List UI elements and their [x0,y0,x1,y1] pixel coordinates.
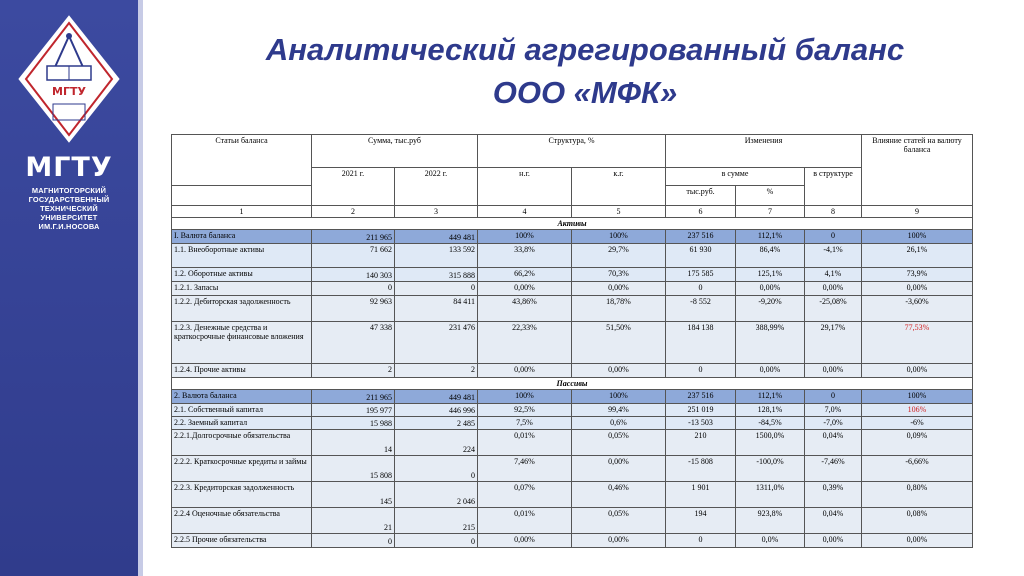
page-title [175,28,995,114]
value-2021: 0 [312,282,395,296]
value-2022: 2 [395,364,478,378]
table-row [172,482,973,508]
table-row [172,322,973,364]
header-thousand-rub: тыс.руб. [666,186,736,206]
value-2022: 84 411 [395,296,478,322]
change-pct: 0,0% [736,534,805,548]
share-ng: 100% [478,390,572,404]
value-2021: 195 977 [312,404,395,417]
header-structure: Структура, % [478,135,666,168]
table-row [172,417,973,430]
share-kg: 100% [572,390,666,404]
header-num: 7 [736,206,805,218]
value-2021: 2 [312,364,395,378]
share-ng: 0,00% [478,364,572,378]
change-pct: -9,20% [736,296,805,322]
header-num: 9 [862,206,973,218]
table-row [172,430,973,456]
title-line-2: ООО «МФК» [492,75,678,110]
header-row-1 [172,135,973,168]
header-num: 3 [395,206,478,218]
share-kg: 99,4% [572,404,666,417]
change-pct: -100,0% [736,456,805,482]
balance-table [171,134,973,548]
change-structure: 0,39% [805,482,862,508]
change-sum: -8 552 [666,296,736,322]
share-ng: 92,5% [478,404,572,417]
share-ng: 66,2% [478,268,572,282]
change-structure: -4,1% [805,244,862,268]
item-name: 1.2. Оборотные активы [172,268,312,282]
share-ng: 0,00% [478,282,572,296]
brand-sub-line: МАГНИТОГОРСКИЙ [31,186,107,195]
change-sum: 237 516 [666,390,736,404]
value-2022: 2 485 [395,417,478,430]
item-name: 2.2.4 Оценочные обязательства [172,508,312,534]
table-row [172,390,973,404]
header-num: 1 [172,206,312,218]
share-kg: 0,00% [572,534,666,548]
change-structure: 0,00% [805,282,862,296]
value-2021: 71 662 [312,244,395,268]
influence: 100% [862,230,973,244]
share-kg: 0,00% [572,282,666,296]
change-sum: 237 516 [666,230,736,244]
header-num: 5 [572,206,666,218]
influence: 73,9% [862,268,973,282]
university-logo-icon [17,14,121,144]
change-pct: 1311,0% [736,482,805,508]
brand-sub-line: УНИВЕРСИТЕТ [40,213,98,222]
item-name: 2. Валюта баланса [172,390,312,404]
influence: 0,09% [862,430,973,456]
change-sum: 175 585 [666,268,736,282]
change-pct: 86,4% [736,244,805,268]
share-kg: 0,00% [572,456,666,482]
table-row [172,268,973,282]
item-name: 2.2.2. Краткосрочные кредиты и займы [172,456,312,482]
table-row [172,296,973,322]
change-sum: 0 [666,364,736,378]
value-2021: 211 965 [312,390,395,404]
change-sum: -15 808 [666,456,736,482]
value-2021: 14 [312,430,395,456]
share-ng: 22,33% [478,322,572,364]
share-ng: 33,8% [478,244,572,268]
change-structure: 29,17% [805,322,862,364]
item-name: 2.2.3. Кредиторская задолженность [172,482,312,508]
header-influence: Влияние статей на валюту баланса [862,135,973,206]
influence: 0,80% [862,482,973,508]
brand-sub-line: ИМ.Г.И.НОСОВА [38,222,100,231]
change-pct: 923,8% [736,508,805,534]
value-2022: 133 592 [395,244,478,268]
share-ng: 0,00% [478,534,572,548]
change-sum: 194 [666,508,736,534]
change-sum: 0 [666,282,736,296]
change-structure: 0,00% [805,534,862,548]
table-row [172,282,973,296]
change-structure: 0,00% [805,364,862,378]
change-structure: 0 [805,230,862,244]
title-line-1: Аналитический агрегированный баланс [265,32,905,67]
change-pct: 0,00% [736,364,805,378]
value-2022: 449 481 [395,390,478,404]
value-2021: 92 963 [312,296,395,322]
header-2022: 2022 г. [395,168,478,206]
header-num: 6 [666,206,736,218]
header-num: 4 [478,206,572,218]
share-ng: 7,46% [478,456,572,482]
header-kg: к.г. [572,168,666,206]
value-2022: 315 888 [395,268,478,282]
influence: 106% [862,404,973,417]
change-pct: -84,5% [736,417,805,430]
header-ng: н.г. [478,168,572,206]
value-2021: 21 [312,508,395,534]
table-row [172,534,973,548]
sidebar-divider [138,0,143,576]
value-2022: 231 476 [395,322,478,364]
liabilities-section-header [172,378,973,390]
value-2021: 15 988 [312,417,395,430]
header-numbers-row [172,206,973,218]
brand-sub-line: ТЕХНИЧЕСКИЙ [40,204,98,213]
value-2022: 2 046 [395,482,478,508]
share-kg: 18,78% [572,296,666,322]
value-2021: 15 808 [312,456,395,482]
value-2021: 0 [312,534,395,548]
logo-text: МГТУ [52,85,86,98]
change-structure: -25,08% [805,296,862,322]
brand-subtitle [0,186,138,231]
change-structure: 0,04% [805,430,862,456]
item-name: I. Валюта баланса [172,230,312,244]
header-sum: Сумма, тыс.руб [312,135,478,168]
share-kg: 100% [572,230,666,244]
influence: -6,66% [862,456,973,482]
table-row [172,230,973,244]
item-name: 1.2.3. Денежные средства и краткосрочные финансовые вложения [172,322,312,364]
header-changes: Изменения [666,135,862,168]
header-in-structure: в структуре [805,168,862,206]
share-kg: 70,3% [572,268,666,282]
share-ng: 100% [478,230,572,244]
brand-sub-line: ГОСУДАРСТВЕННЫЙ [28,195,110,204]
share-ng: 0,01% [478,508,572,534]
value-2021: 145 [312,482,395,508]
balance-table-body [172,135,973,548]
header-num: 8 [805,206,862,218]
change-structure: 0 [805,390,862,404]
influence: -6% [862,417,973,430]
influence: 100% [862,390,973,404]
share-kg: 0,00% [572,364,666,378]
value-2022: 0 [395,534,478,548]
change-structure: 7,0% [805,404,862,417]
share-kg: 29,7% [572,244,666,268]
change-sum: 61 930 [666,244,736,268]
table-row [172,404,973,417]
change-structure: 4,1% [805,268,862,282]
value-2022: 0 [395,282,478,296]
share-ng: 0,07% [478,482,572,508]
value-2021: 140 303 [312,268,395,282]
item-name: 1.2.2. Дебиторская задолженность [172,296,312,322]
share-kg: 0,05% [572,508,666,534]
share-ng: 43,86% [478,296,572,322]
change-pct: 0,00% [736,282,805,296]
value-2022: 215 [395,508,478,534]
change-pct: 112,1% [736,390,805,404]
table-row [172,244,973,268]
value-2022: 224 [395,430,478,456]
influence: 0,00% [862,364,973,378]
share-ng: 7,5% [478,417,572,430]
header-in-sum: в сумме [666,168,805,186]
section-title: Активы [172,218,973,230]
item-name: 1.1. Внеоборотные активы [172,244,312,268]
influence: 26,1% [862,244,973,268]
change-sum: 251 019 [666,404,736,417]
table-row [172,508,973,534]
value-2022: 449 481 [395,230,478,244]
item-name: 1.2.1. Запасы [172,282,312,296]
item-name: 2.1. Собственный капитал [172,404,312,417]
change-pct: 112,1% [736,230,805,244]
share-ng: 0,01% [478,430,572,456]
change-pct: 1500,0% [736,430,805,456]
sidebar [0,0,138,576]
table-row [172,364,973,378]
table-row [172,456,973,482]
change-sum: 0 [666,534,736,548]
change-sum: 210 [666,430,736,456]
section-title: Пассивы [172,378,973,390]
influence: 77,53% [862,322,973,364]
brand-block [0,152,138,231]
balance-table-wrapper [171,134,972,548]
value-2022: 0 [395,456,478,482]
item-name: 2.2. Заемный капитал [172,417,312,430]
change-structure: 0,04% [805,508,862,534]
assets-section-header [172,218,973,230]
change-sum: 1 901 [666,482,736,508]
item-name: 2.2.1.Долгосрочные обязательства [172,430,312,456]
header-items: Статьи баланса [172,135,312,186]
change-sum: 184 138 [666,322,736,364]
change-structure: -7,0% [805,417,862,430]
value-2021: 211 965 [312,230,395,244]
influence: 0,00% [862,534,973,548]
header-items-spacer [172,186,312,206]
header-2021: 2021 г. [312,168,395,206]
change-pct: 388,99% [736,322,805,364]
share-kg: 0,05% [572,430,666,456]
item-name: 1.2.4. Прочие активы [172,364,312,378]
change-sum: -13 503 [666,417,736,430]
header-num: 2 [312,206,395,218]
value-2022: 446 996 [395,404,478,417]
influence: 0,08% [862,508,973,534]
header-percent: % [736,186,805,206]
change-structure: -7,46% [805,456,862,482]
value-2021: 47 338 [312,322,395,364]
brand-name: МГТУ [25,152,113,183]
influence: 0,00% [862,282,973,296]
change-pct: 128,1% [736,404,805,417]
share-kg: 51,50% [572,322,666,364]
share-kg: 0,6% [572,417,666,430]
influence: -3,60% [862,296,973,322]
share-kg: 0,46% [572,482,666,508]
change-pct: 125,1% [736,268,805,282]
item-name: 2.2.5 Прочие обязательства [172,534,312,548]
